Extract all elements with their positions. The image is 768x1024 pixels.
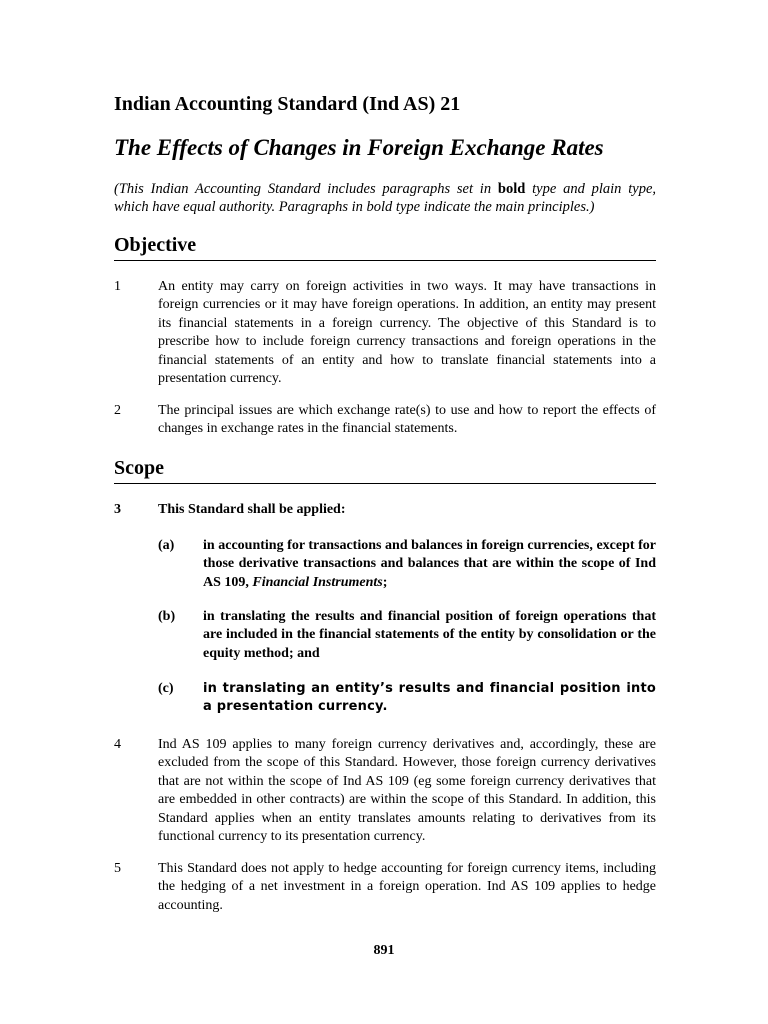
page-number: 891 xyxy=(373,943,395,958)
scope-item-text xyxy=(203,537,656,592)
note-text-bold: bold xyxy=(497,181,526,197)
paragraph-text: The principal issues are which exchange rate(s) to use and how to report the effects of changes in exchange rates in the financial statements. xyxy=(158,403,656,437)
scope-item-a xyxy=(158,537,656,592)
paragraph-1 xyxy=(114,278,656,388)
paragraph-text: This Standard shall be applied: xyxy=(158,502,346,517)
scope-item-label: (b) xyxy=(158,609,176,624)
paragraph-number: 2 xyxy=(114,403,121,418)
paragraph-number: 3 xyxy=(114,502,121,517)
scope-item-text: in translating an entity’s results and financial position into a presentation currency. xyxy=(203,681,656,715)
scope-heading: Scope xyxy=(114,456,656,484)
scope-item-c xyxy=(158,680,656,717)
paragraph-5 xyxy=(114,860,656,915)
document-title: Indian Accounting Standard (Ind AS) 21 xyxy=(114,93,461,115)
objective-heading: Objective xyxy=(114,233,656,261)
scope-item-label: (a) xyxy=(158,538,175,553)
document-subtitle: The Effects of Changes in Foreign Exchange Rates xyxy=(114,135,604,160)
scope-item-b xyxy=(158,608,656,663)
authority-note xyxy=(114,180,656,216)
scope-item-text-after: ; xyxy=(382,574,388,590)
scope-item-text: in translating the results and financial position of foreign operations that are included in the financial statements of the entity by consolidation or the equity method; and xyxy=(203,609,656,661)
scope-item-text-main: in accounting for transactions and balances in foreign currencies, except for those derivative transactions and balances that are within the scope of Ind AS 109, xyxy=(203,538,656,590)
paragraph-4 xyxy=(114,736,656,846)
paragraph-text: An entity may carry on foreign activities in two ways. It may have transactions in foreign currencies or it may have foreign operations. In addition, an entity may present its financial statements in a foreign currency. The objective of this Standard is to prescribe how to include foreign currency transactions and foreign operations in the financial statements of an entity and how to translate financial statements into a presentation currency. xyxy=(158,279,656,387)
paragraph-number: 4 xyxy=(114,737,121,752)
paragraph-text: This Standard does not apply to hedge accounting for foreign currency items, including the hedging of a net investment in a foreign operation. Ind AS 109 applies to hedge accounting. xyxy=(158,861,656,913)
paragraph-number: 1 xyxy=(114,279,121,294)
paragraph-3 xyxy=(114,501,656,519)
note-text-pre: (This Indian Accounting Standard includes paragraphs set in xyxy=(114,181,498,197)
scope-item-label: (c) xyxy=(158,681,174,696)
paragraph-number: 5 xyxy=(114,861,121,876)
ifrs-title: Financial Instruments xyxy=(252,574,383,590)
paragraph-text: Ind AS 109 applies to many foreign currency derivatives and, accordingly, these are excluded from the scope of this Standard. However, those foreign currency derivatives that are not within the scope of Ind AS 109 (eg some foreign currency derivatives that are embedded in other contracts) are within the scope of this Standard. In addition, this Standard applies when an entity translates amounts relating to derivatives from its functional currency to its presentation currency. xyxy=(158,737,656,845)
note-text-post: type and plain type, which have equal authority. Paragraphs in bold type indicate the main principles.) xyxy=(114,181,657,215)
paragraph-2 xyxy=(114,402,656,439)
